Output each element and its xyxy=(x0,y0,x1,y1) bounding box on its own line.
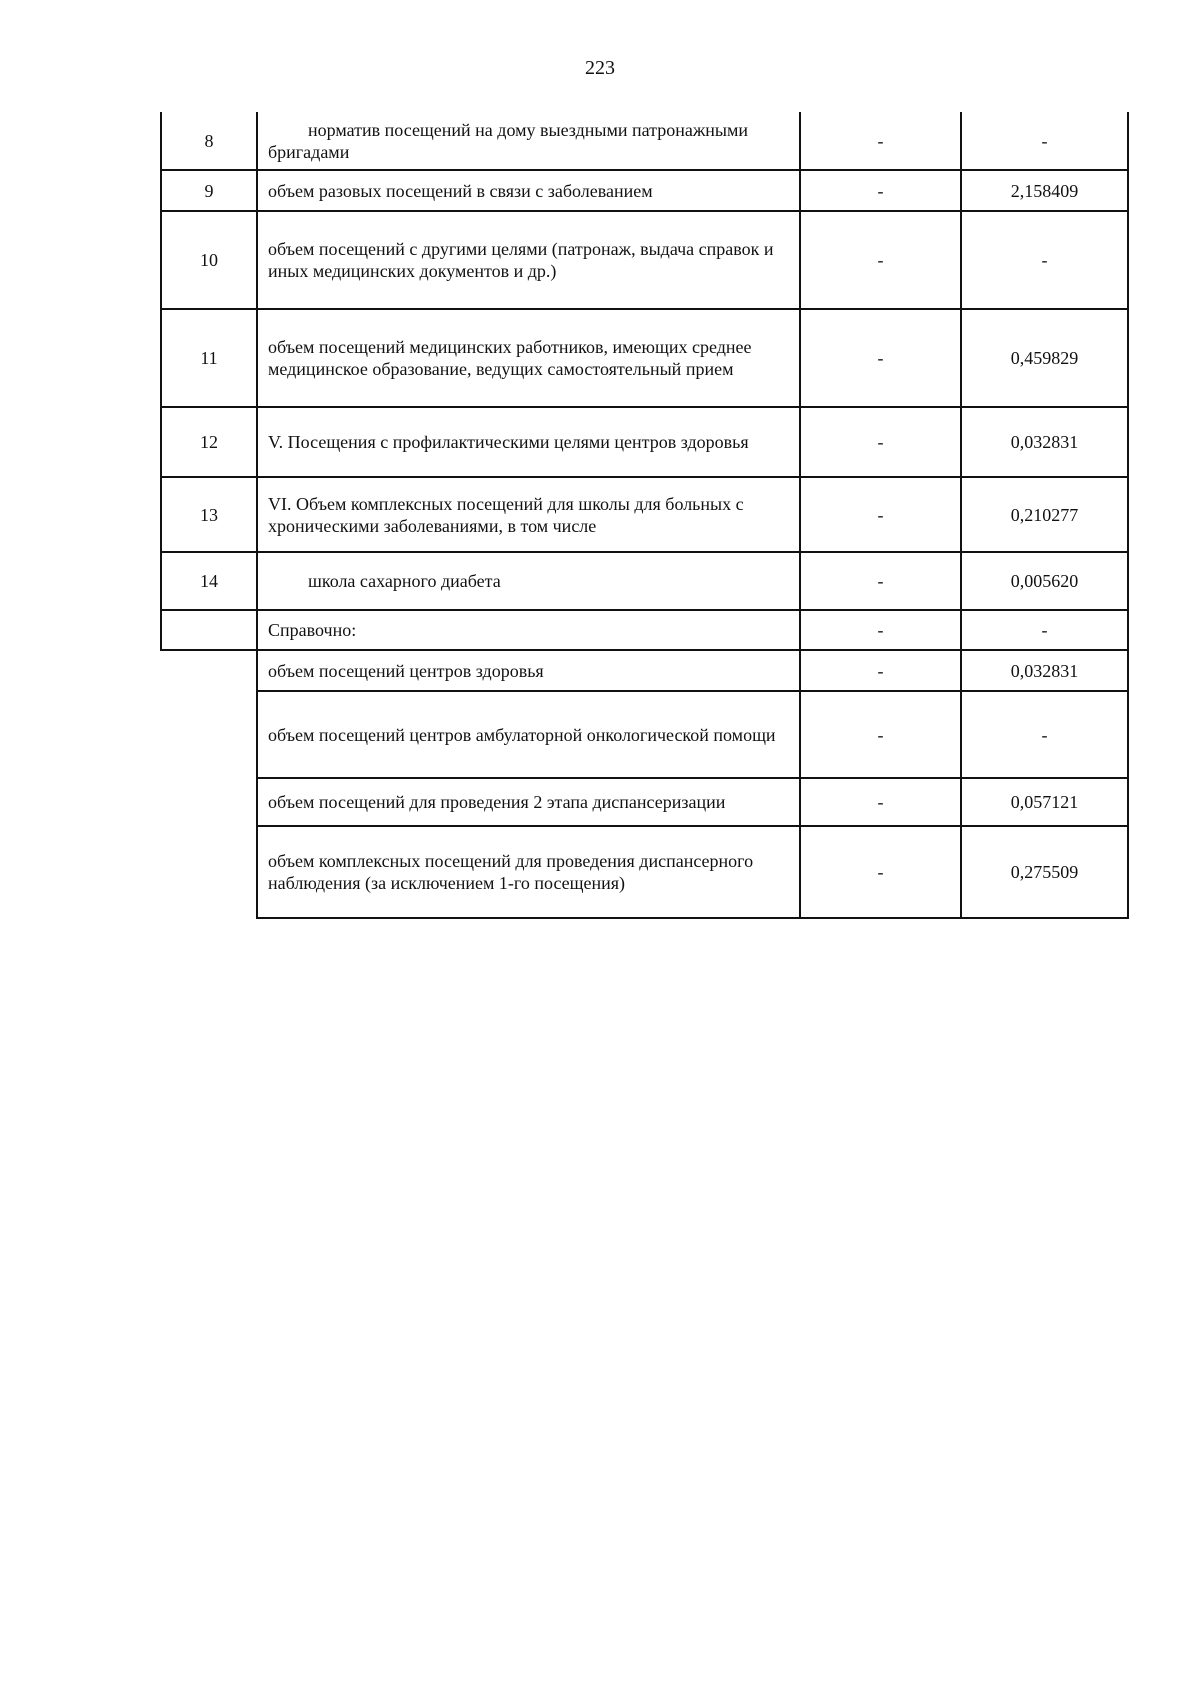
row-value-col3: - xyxy=(800,552,961,610)
row-value-col3: - xyxy=(800,650,961,691)
row-number xyxy=(161,778,257,826)
row-value-col3: - xyxy=(800,691,961,778)
row-description: объем посещений медицинских работников, имеющих среднее медицинское образование, ведущих самостоятельный прием xyxy=(257,309,800,407)
table-row xyxy=(161,407,1128,477)
row-description xyxy=(257,552,800,610)
row-number: 9 xyxy=(161,170,257,211)
row-description: объем посещений для проведения 2 этапа диспансеризации xyxy=(257,778,800,826)
row-value-col4: 0,057121 xyxy=(961,778,1128,826)
row-number: 11 xyxy=(161,309,257,407)
table-row xyxy=(161,309,1128,407)
row-value-col4: 0,032831 xyxy=(961,407,1128,477)
row-number xyxy=(161,826,257,918)
row-value-col4: - xyxy=(961,691,1128,778)
table-row xyxy=(161,552,1128,610)
row-value-col3: - xyxy=(800,477,961,552)
row-description: Справочно: xyxy=(257,610,800,650)
table-row xyxy=(161,477,1128,552)
page-number: 223 xyxy=(585,57,615,79)
row-value-col3: - xyxy=(800,407,961,477)
row-value-col4: - xyxy=(961,211,1128,309)
row-value-col4: 0,210277 xyxy=(961,477,1128,552)
row-value-col3: - xyxy=(800,309,961,407)
row-description: V. Посещения с профилактическими целями центров здоровья xyxy=(257,407,800,477)
row-value-col4: 0,275509 xyxy=(961,826,1128,918)
row-description: объем посещений центров амбулаторной онкологической помощи xyxy=(257,691,800,778)
row-number xyxy=(161,650,257,691)
row-value-col4: 0,032831 xyxy=(961,650,1128,691)
row-number: 8 xyxy=(161,112,257,170)
table-row xyxy=(161,826,1128,918)
table-row xyxy=(161,778,1128,826)
row-value-col4: 0,459829 xyxy=(961,309,1128,407)
row-description xyxy=(257,112,800,170)
row-description-text: норматив посещений на дому выездными патронажными бригадами xyxy=(268,119,749,162)
row-number: 10 xyxy=(161,211,257,309)
row-number xyxy=(161,610,257,650)
table-row xyxy=(161,650,1128,691)
document-table xyxy=(160,112,1129,919)
row-description-text: школа сахарного диабета xyxy=(308,571,501,591)
row-value-col3: - xyxy=(800,610,961,650)
row-value-col3: - xyxy=(800,170,961,211)
row-value-col4: - xyxy=(961,610,1128,650)
row-value-col4: - xyxy=(961,112,1128,170)
table-row xyxy=(161,112,1128,170)
row-description: VI. Объем комплексных посещений для школы для больных с хроническими заболеваниями, в том числе xyxy=(257,477,800,552)
table-row xyxy=(161,610,1128,650)
row-number xyxy=(161,691,257,778)
row-description: объем разовых посещений в связи с заболеванием xyxy=(257,170,800,211)
row-value-col3: - xyxy=(800,211,961,309)
row-value-col3: - xyxy=(800,826,961,918)
row-value-col4: 2,158409 xyxy=(961,170,1128,211)
row-description: объем посещений с другими целями (патронаж, выдача справок и иных медицинских документов и др.) xyxy=(257,211,800,309)
table-row xyxy=(161,170,1128,211)
row-number: 14 xyxy=(161,552,257,610)
row-number: 12 xyxy=(161,407,257,477)
row-value-col3: - xyxy=(800,112,961,170)
row-value-col3: - xyxy=(800,778,961,826)
row-number: 13 xyxy=(161,477,257,552)
row-description: объем комплексных посещений для проведения диспансерного наблюдения (за исключением 1-го посещения) xyxy=(257,826,800,918)
table-row xyxy=(161,691,1128,778)
row-description: объем посещений центров здоровья xyxy=(257,650,800,691)
row-value-col4: 0,005620 xyxy=(961,552,1128,610)
table-row xyxy=(161,211,1128,309)
